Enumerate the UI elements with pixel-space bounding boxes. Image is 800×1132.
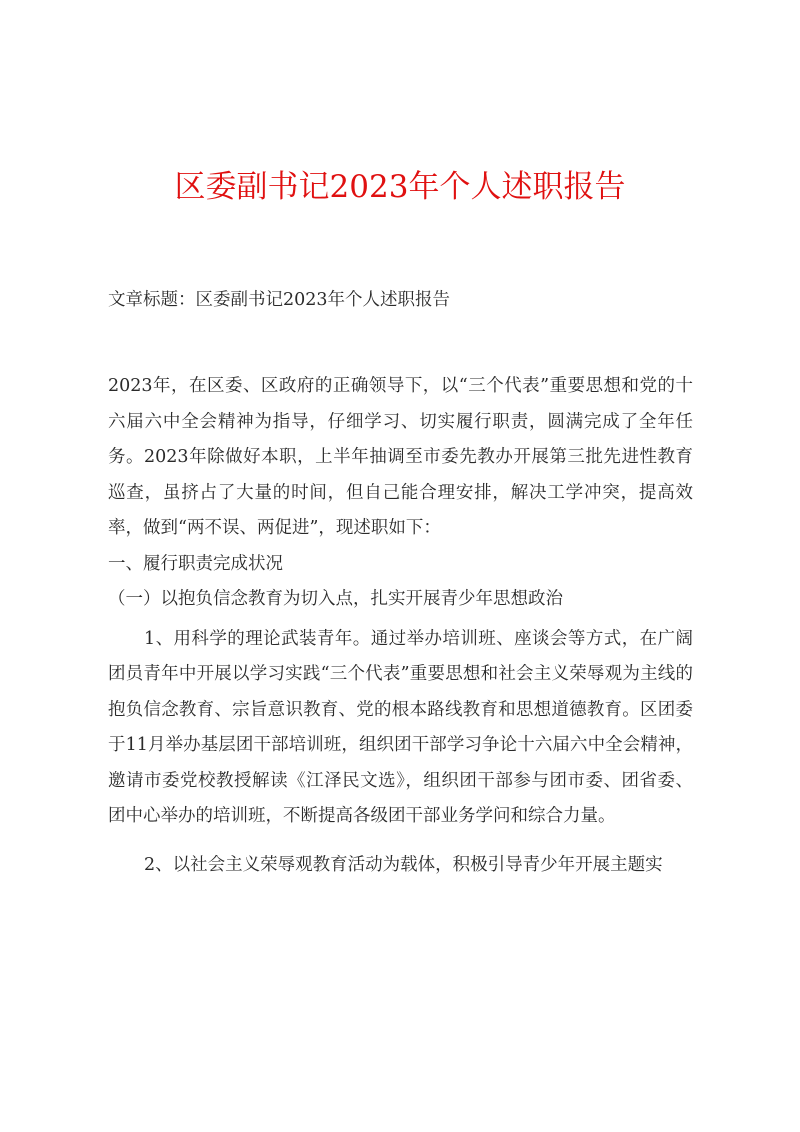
paragraph-intro: 2023年，在区委、区政府的正确领导下，以“三个代表”重要思想和党的十六届六中全会精神为指导，仔细学习、切实履行职责，圆满完成了全年任务。2023年除做好本职，上半年抽调至市委先教办开展第三批先进性教育巡查，虽挤占了大量的时间，但自己能合理安排，解决工学冲突，提高效率，做到“两不误、两促进”，现述职如下： xyxy=(108,376,693,538)
paragraph-item-2: 2、以社会主义荣辱观教育活动为载体，积极引导青少年开展主题实 xyxy=(144,854,663,875)
paragraph-item-1: 1、用科学的理论武装青年。通过举办培训班、座谈会等方式，在广阔团员青年中开展以学习实践“三个代表”重要思想和社会主义荣辱观为主线的抱负信念教育、宗旨意识教育、党的根本路线教育和思想道德教育。区团委于11月举办基层团干部培训班，组织团干部学习争论十六届六中全会精神，邀请市委党校教授解读《江泽民文选》，组织团干部参与团市委、团省委、团中心举办的培训班，不断提高各级团干部业务学问和综合力量。 xyxy=(108,628,693,826)
section-heading-1: 一、履行职责完成状况 xyxy=(108,553,283,574)
document-title: 区委副书记2023年个人述职报告 xyxy=(174,169,626,205)
subsection-heading-1: （一）以抱负信念教育为切入点，扎实开展青少年思想政治 xyxy=(108,589,563,609)
document-body xyxy=(108,369,693,883)
article-title-line: 文章标题：区委副书记2023年个人述职报告 xyxy=(108,290,451,310)
